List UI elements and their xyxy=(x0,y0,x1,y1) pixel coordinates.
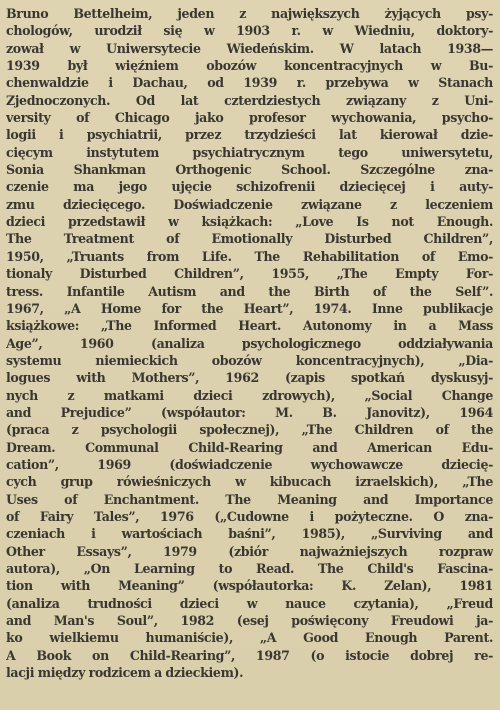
text-line: ko wielkiemu humaniście), „A Good Enough Parent. xyxy=(6,630,493,646)
text-line: czeniach i wartościach baśni”, 1985), „Surviving and xyxy=(6,526,493,542)
text-line: chenwaldzie i Dachau, od 1939 r. przebywa w Stanach xyxy=(6,75,493,91)
text-line: 1967, „A Home for the Heart”, 1974. Inne publikacje xyxy=(6,300,493,316)
text-line: (analiza trudności dzieci w nauce czytania), „Freud xyxy=(6,595,493,611)
text-line: and Prejudice” (współautor: M. B. Janovitz), 1964 xyxy=(6,404,493,420)
text-line: cięcym instytutem psychiatrycznym tego uniwersytetu, xyxy=(6,144,493,160)
text-line: (praca z psychologii społecznej), „The Children of the xyxy=(6,422,493,438)
text-line: logues with Mothers”, 1962 (zapis spotkań dyskusyj- xyxy=(6,370,493,386)
text-line: logii i psychiatrii, przez trzydzieści lat kierował dzie- xyxy=(6,127,493,143)
text-line: Age”, 1960 (analiza psychologicznego oddziaływania xyxy=(6,335,493,351)
text-line: zował w Uniwersytecie Wiedeńskim. W latach 1938— xyxy=(6,40,493,56)
text-line: The Treatment of Emotionally Disturbed Children”, xyxy=(6,231,493,247)
text-line: versity of Chicago jako profesor wychowania, psycho- xyxy=(6,110,493,126)
text-line: 1950, „Truants from Life. The Rehabilitation of Emo- xyxy=(6,248,493,264)
text-line: cation”, 1969 (doświadczenie wychowawcze dziecię- xyxy=(6,456,493,472)
text-line: tion with Meaning” (współautorka: K. Zelan), 1981 xyxy=(6,578,493,594)
text-line: Zjednoczonych. Od lat czterdziestych związany z Uni- xyxy=(6,92,493,108)
text-line: tress. Infantile Autism and the Birth of the Self”. xyxy=(6,283,493,299)
text-line: Sonia Shankman Orthogenic School. Szczególne zna- xyxy=(6,162,493,178)
text-line: tionaly Disturbed Children”, 1955, „The Empty For- xyxy=(6,266,493,282)
text-line: czenie ma jego ujęcie schizofrenii dziecięcej i auty- xyxy=(6,179,493,195)
text-line: Other Essays”, 1979 (zbiór najważniejszych rozpraw xyxy=(6,543,493,559)
text-line: Dream. Communal Child-Rearing and American Edu- xyxy=(6,439,493,455)
text-line: systemu niemieckich obozów koncentracyjnych), „Dia- xyxy=(6,352,493,368)
biography-paragraph xyxy=(6,5,493,681)
text-line: chologów, urodził się w 1903 r. w Wiedniu, doktory- xyxy=(6,23,493,39)
text-line: zmu dziecięcego. Doświadczenie związane z leczeniem xyxy=(6,196,493,212)
text-line: cych grup rówieśniczych w kibucach izraelskich), „The xyxy=(6,474,493,490)
text-line-last: lacji między rodzicem a dzieckiem). xyxy=(6,665,244,681)
text-line: A Book on Child-Rearing”, 1987 (o istocie dobrej re- xyxy=(6,647,493,663)
text-line: nych z matkami dzieci zdrowych), „Social Change xyxy=(6,387,493,403)
text-line: Bruno Bettelheim, jeden z największych żyjących psy- xyxy=(6,6,493,21)
text-line: of Fairy Tales”, 1976 („Cudowne i pożyteczne. O zna- xyxy=(6,508,493,524)
text-line: and Man's Soul”, 1982 (esej poświęcony Freudowi ja- xyxy=(6,613,493,629)
text-line: dzieci przedstawił w książkach: „Love Is not Enough. xyxy=(6,214,493,230)
text-line: autora), „On Learning to Read. The Child's Fascina- xyxy=(6,561,493,576)
text-line: Uses of Enchantment. The Meaning and Importance xyxy=(6,491,493,507)
text-line: 1939 był więźniem obozów koncentracyjnych w Bu- xyxy=(6,58,493,74)
text-line: książkowe: „The Informed Heart. Autonomy in a Mass xyxy=(6,318,493,334)
